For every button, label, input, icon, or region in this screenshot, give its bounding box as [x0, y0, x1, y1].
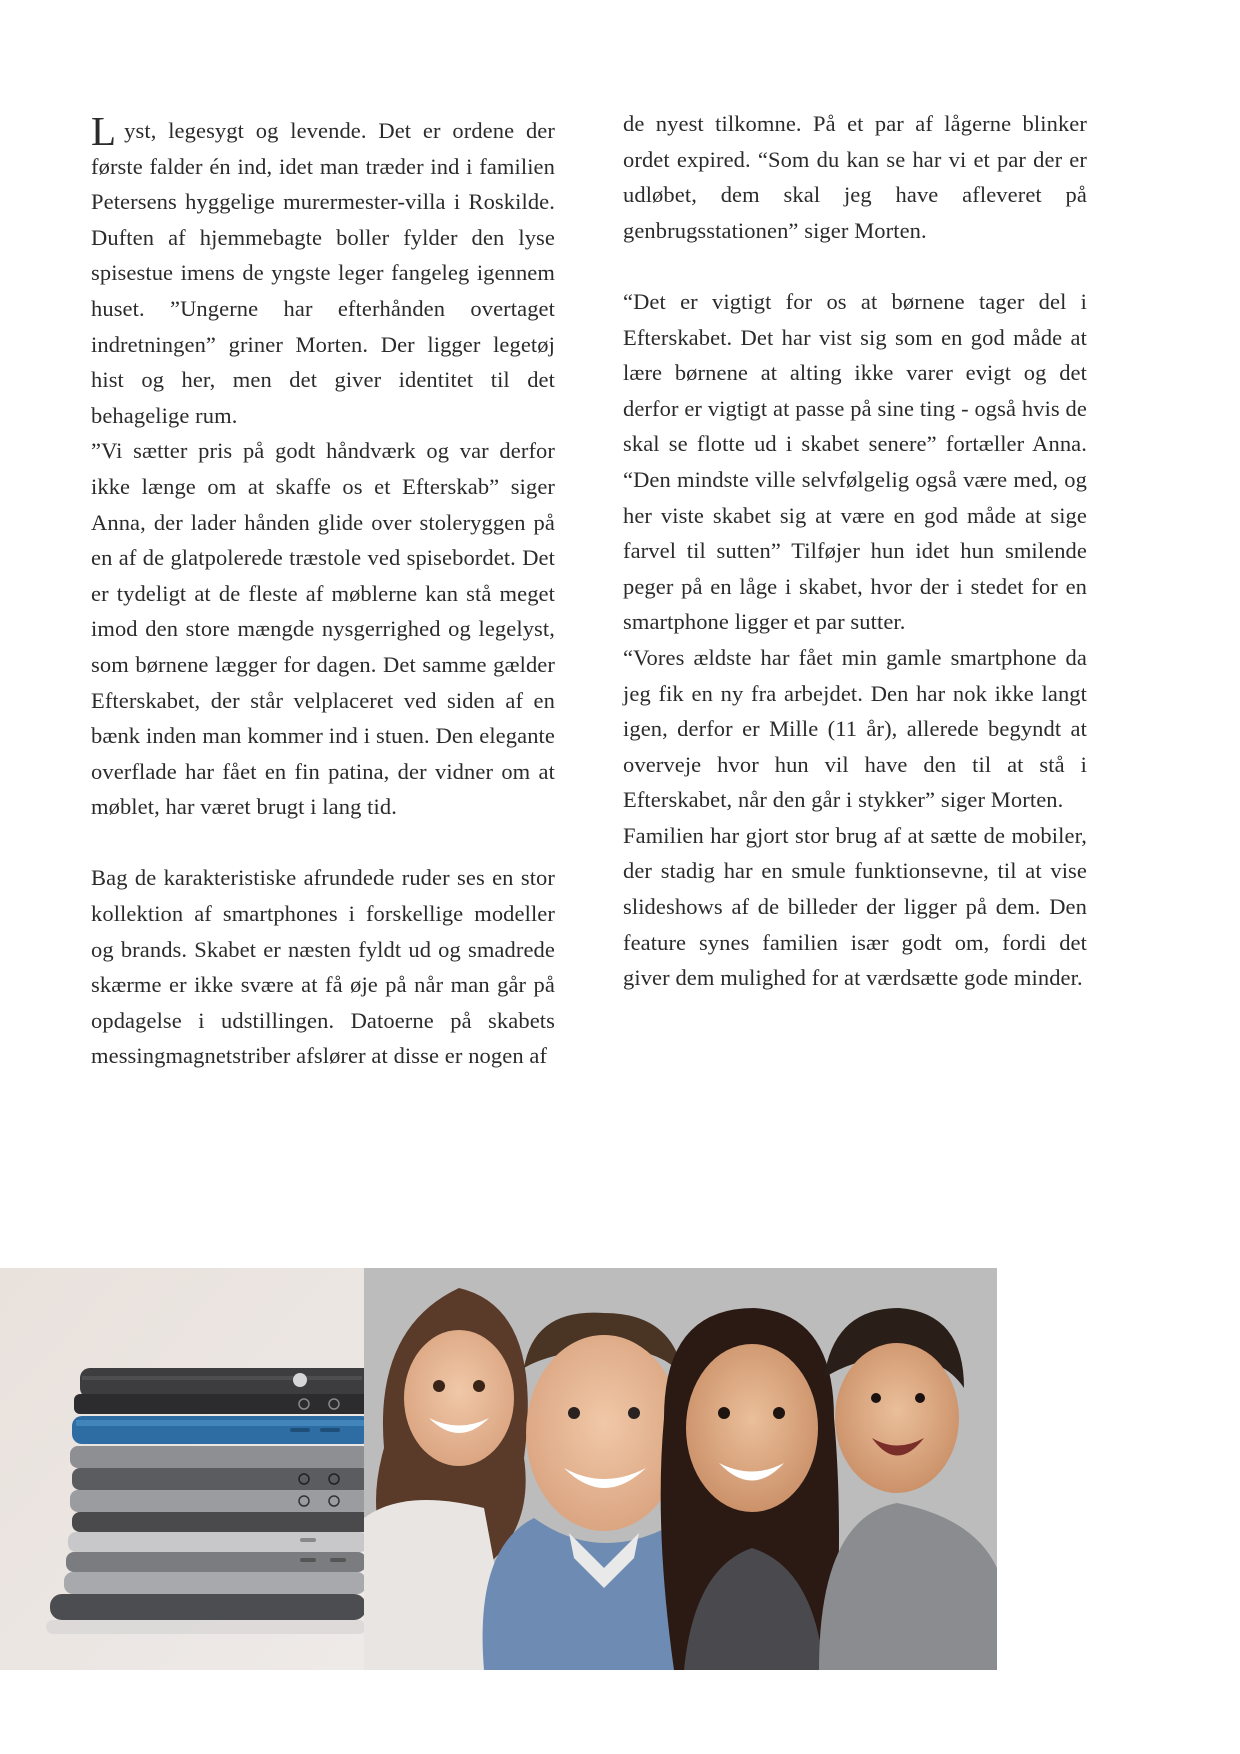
- article-paragraph-5: “Det er vigtigt for os at børnene tager del i Efterskabet. Det har vist sig som en god måde at lære børnene at alting ikke varer evigt og det derfor er vigtigt at passe på sine ting - også hvis de skal se flotte ud i skabet senere” fortæller Anna. “Den mindste ville selvfølgelig også være med, og her viste skabet sig at være en god måde at sige farvel til sutten” Tilføjer hun idet hun smilende peger på en låge i skabet, hvor der i stedet for en smartphone ligger et par sutter.: [623, 288, 1087, 635]
- phones-stack-illustration: [0, 1268, 364, 1670]
- paragraph-gap: [623, 248, 1087, 284]
- drop-cap: L: [91, 108, 117, 154]
- right-column: [623, 106, 1087, 996]
- family-portrait-illustration: [364, 1268, 997, 1670]
- paragraph-gap: [91, 825, 555, 861]
- phones-stack-image: [0, 1268, 364, 1670]
- article-paragraph-7: Familien har gjort stor brug af at sætte de mobiler, der stadig har en smule funktionsevne, til at vise slideshows af de billeder der ligger på dem. Den feature synes familien især godt om, fordi det giver dem mulighed for at værdsætte gode minder.: [623, 822, 1087, 991]
- left-column: [91, 108, 555, 1074]
- article-paragraph-2: ”Vi sætter pris på godt håndværk og var derfor ikke længe om at skaffe os et Efterskab” siger Anna, der lader hånden glide over stoleryggen på en af de glatpolerede træstole ved spisebordet. Det er tydeligt at de fleste af møblerne kan stå meget imod den store mængde nysgerrighed og legelyst, som børnene lægger for dagen. Det samme gælder Efterskabet, der står velplaceret ved siden af en bænk inden man kommer ind i stuen. Den elegante overflade har fået en fin patina, der vidner om at møblet, har været brugt i lang tid.: [91, 438, 555, 820]
- photo-row: [0, 1268, 997, 1670]
- paragraph-text: yst, legesygt og levende. Det er ordene der første falder én ind, idet man træder ind i familien Petersens hyggelige murermester-villa i Roskilde. Duften af hjemmebagte boller fylder den lyse spisestue imens de yngste leger fangeleg igennem huset. ”Ungerne har efterhånden overtaget indretningen” griner Morten. Der ligger legetøj hist og her, men det giver identitet til det behagelige rum.: [91, 118, 555, 428]
- article-paragraph-3: Bag de karakteristiske afrundede ruder ses en stor kollektion af smartphones i forskellige modeller og brands. Skabet er næsten fyldt ud og smadrede skærme er ikke svære at få øje på når man går på opdagelse i udstillingen. Datoerne på skabets messingmagnetstriber afslører at disse er nogen af: [91, 865, 555, 1069]
- family-portrait-image: [364, 1268, 997, 1670]
- article-paragraph-6: “Vores ældste har fået min gamle smartphone da jeg fik en ny fra arbejdet. Den har nok ikke langt igen, derfor er Mille (11 år), allerede begyndt at overveje hvor hun vil have den til at stå i Efterskabet, når den går i stykker” siger Morten.: [623, 644, 1087, 813]
- article-paragraph-4: de nyest tilkomne. På et par af lågerne blinker ordet expired. “Som du kan se har vi et par der er udløbet, dem skal jeg have afleveret på genbrugsstationen” siger Morten.: [623, 111, 1087, 243]
- article-paragraph-1: [91, 108, 555, 433]
